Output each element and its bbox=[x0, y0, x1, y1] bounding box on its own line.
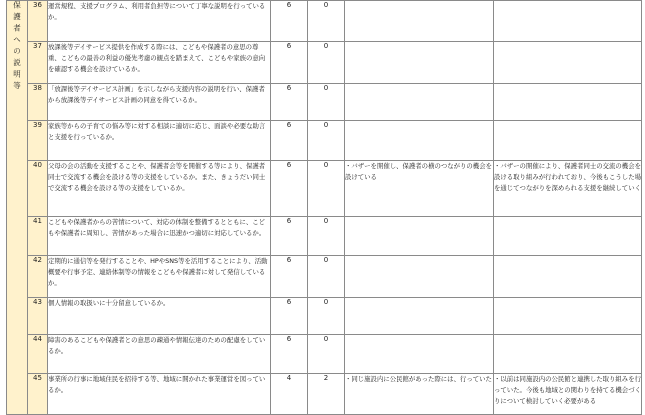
no-count: 0 bbox=[308, 217, 345, 256]
no-count: 0 bbox=[308, 298, 345, 335]
improvement-comment bbox=[494, 1, 642, 42]
yes-count: 6 bbox=[271, 121, 308, 161]
yes-count: 4 bbox=[271, 374, 308, 415]
item-description: 放課後等デイサービス提供を作成する際には、こどもや保護者の意思の尊重、こどもの最善の利益の優先考慮の観点を踏まえて、こどもや家族の意向を確認する機会を設けているか。 bbox=[48, 42, 271, 84]
table-row bbox=[7, 1, 642, 42]
item-number: 38 bbox=[28, 84, 48, 121]
item-number: 40 bbox=[28, 161, 48, 217]
item-number: 44 bbox=[28, 335, 48, 374]
staff-comment bbox=[345, 298, 494, 335]
item-number: 39 bbox=[28, 121, 48, 161]
yes-count: 6 bbox=[271, 217, 308, 256]
category-cell bbox=[7, 1, 28, 415]
table-row bbox=[7, 335, 642, 374]
yes-count: 6 bbox=[271, 298, 308, 335]
staff-comment: ・バザーを開催し、保護者の横のつながりの機会を設けている bbox=[345, 161, 494, 217]
item-number: 45 bbox=[28, 374, 48, 415]
no-count: 0 bbox=[308, 161, 345, 217]
no-count: 0 bbox=[308, 121, 345, 161]
improvement-comment bbox=[494, 84, 642, 121]
staff-comment bbox=[345, 335, 494, 374]
item-number: 41 bbox=[28, 217, 48, 256]
table-row bbox=[7, 217, 642, 256]
item-description: 父母の会の活動を支援することや、保護者会等を開催する等により、保護者同士で交流する機会を設ける等の支援をしているか。また、きょうだい同士で交流する機会を設ける等の支援をしているか。 bbox=[48, 161, 271, 217]
improvement-comment bbox=[494, 335, 642, 374]
yes-count: 6 bbox=[271, 335, 308, 374]
yes-count: 6 bbox=[271, 1, 308, 42]
staff-comment bbox=[345, 256, 494, 298]
item-description: 定期的に通信等を発行することや、HPやSNS等を活用することにより、活動概要や行事予定、連絡体制等の情報をこどもや保護者に対して発信しているか。 bbox=[48, 256, 271, 298]
staff-comment bbox=[345, 84, 494, 121]
item-number: 43 bbox=[28, 298, 48, 335]
item-description: 運営規程、支援プログラム、利用者負担等について丁寧な説明を行っているか。 bbox=[48, 1, 271, 42]
table-row bbox=[7, 256, 642, 298]
item-description: 障害のあるこどもや保護者との意思の疎通や情報伝達のための配慮をしているか。 bbox=[48, 335, 271, 374]
no-count: 0 bbox=[308, 335, 345, 374]
staff-comment bbox=[345, 1, 494, 42]
item-description: 個人情報の取扱いに十分留意しているか。 bbox=[48, 298, 271, 335]
staff-comment bbox=[345, 121, 494, 161]
no-count: 2 bbox=[308, 374, 345, 415]
yes-count: 6 bbox=[271, 256, 308, 298]
no-count: 0 bbox=[308, 84, 345, 121]
item-number: 36 bbox=[28, 1, 48, 42]
yes-count: 6 bbox=[271, 161, 308, 217]
staff-comment bbox=[345, 217, 494, 256]
yes-count: 6 bbox=[271, 42, 308, 84]
no-count: 0 bbox=[308, 256, 345, 298]
category-label: 保護者への説明等 bbox=[12, 1, 22, 93]
item-description: 「放課後等デイサービス計画」を示しながら支援内容の説明を行い、保護者から放課後等デイサービス計画の同意を得ているか。 bbox=[48, 84, 271, 121]
table-row bbox=[7, 374, 642, 415]
table-row bbox=[7, 42, 642, 84]
item-number: 37 bbox=[28, 42, 48, 84]
staff-comment bbox=[345, 42, 494, 84]
table-row bbox=[7, 84, 642, 121]
yes-count: 6 bbox=[271, 84, 308, 121]
improvement-comment bbox=[494, 121, 642, 161]
item-description: こどもや保護者からの苦情について、対応の体制を整備するとともに、こどもや保護者に周知し、苦情があった場合に迅速かつ適切に対応しているか。 bbox=[48, 217, 271, 256]
improvement-comment bbox=[494, 42, 642, 84]
evaluation-table bbox=[6, 0, 642, 415]
item-description: 家族等からの子育ての悩み等に対する相談に適切に応じ、面談や必要な助言と支援を行っているか。 bbox=[48, 121, 271, 161]
no-count: 0 bbox=[308, 42, 345, 84]
improvement-comment bbox=[494, 298, 642, 335]
table-row bbox=[7, 161, 642, 217]
improvement-comment bbox=[494, 256, 642, 298]
no-count: 0 bbox=[308, 1, 345, 42]
item-description: 事業所の行事に地域住民を招待する等、地域に開かれた事業運営を図っているか。 bbox=[48, 374, 271, 415]
table-row bbox=[7, 298, 642, 335]
table-row bbox=[7, 121, 642, 161]
improvement-comment: ・バザーの開催により、保護者同士の交流の機会を設ける取り組みが行われており、今後もこうした場を通じてつながりを深められる支援を継続していく bbox=[494, 161, 642, 217]
improvement-comment: ・以前は同施設内の公民館と連携した取り組みを行っていた。今後も地域との関わりを持てる機会づくりについて検討していく必要がある bbox=[494, 374, 642, 415]
item-number: 42 bbox=[28, 256, 48, 298]
improvement-comment bbox=[494, 217, 642, 256]
staff-comment: ・同じ施設内に公民館があった際には、行っていた bbox=[345, 374, 494, 415]
